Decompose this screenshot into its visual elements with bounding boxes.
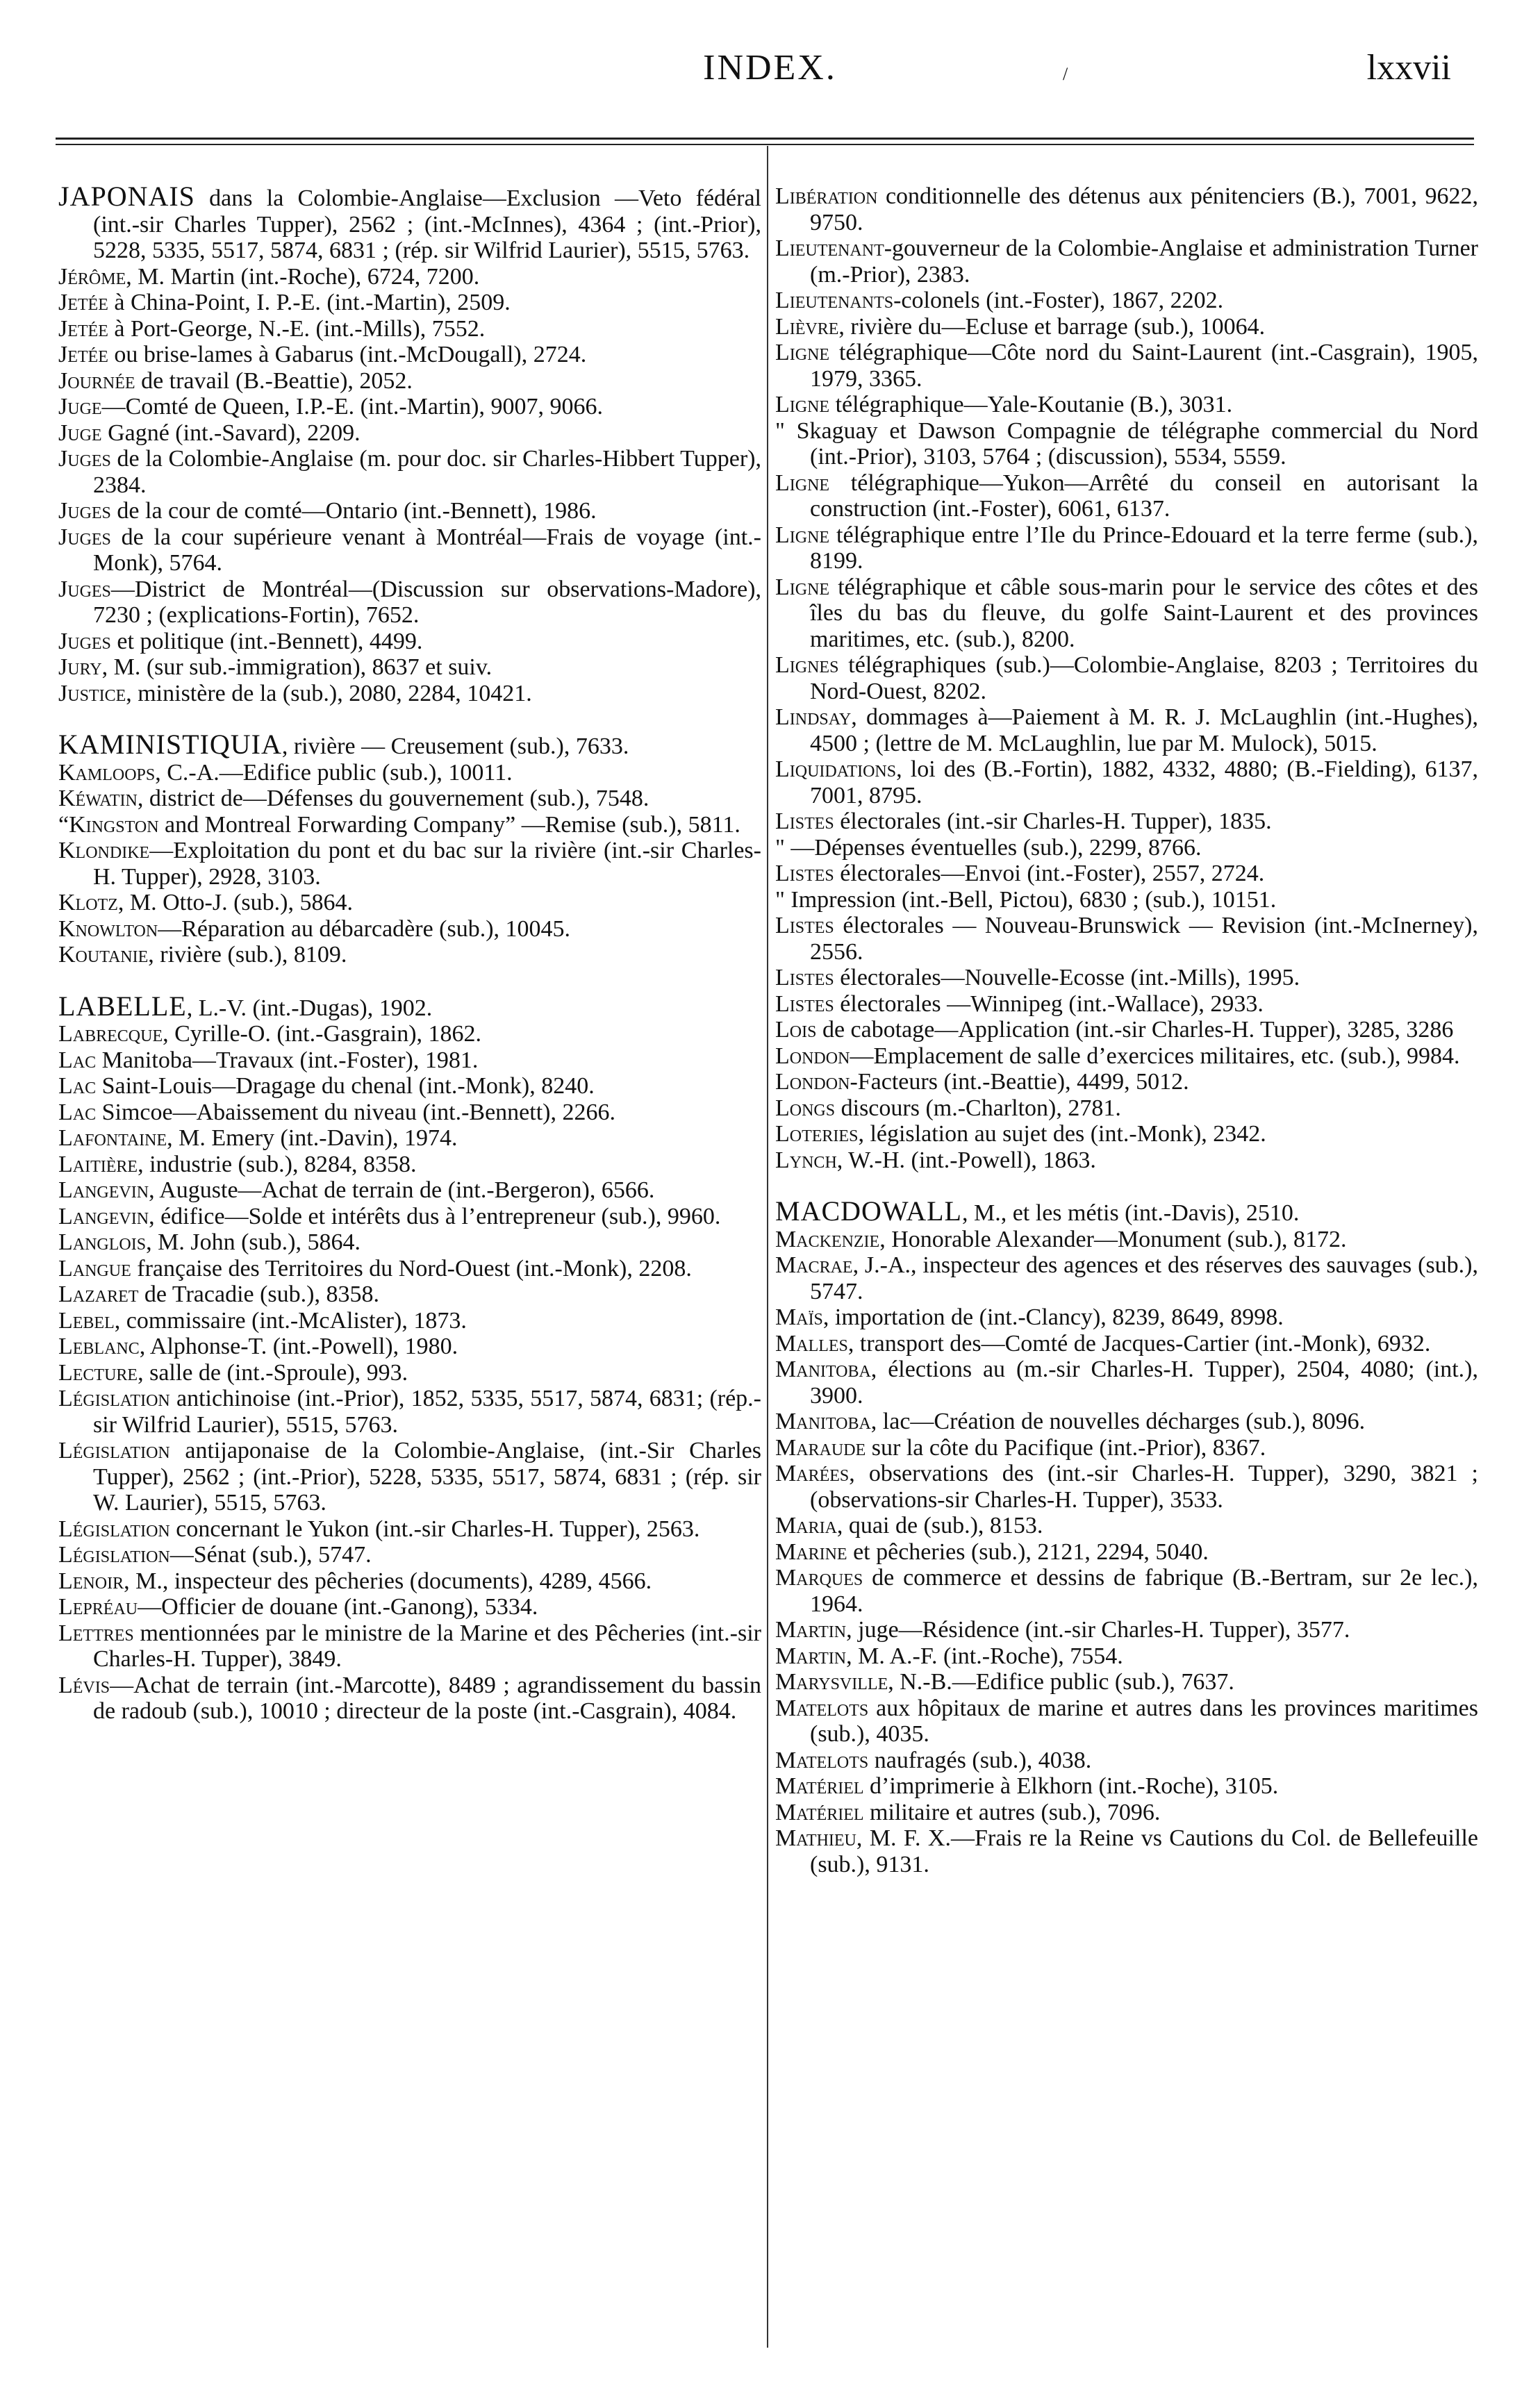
index-entry-heading: Martin [775,1617,847,1643]
index-entry-text: , transport des—Comté de Jacques-Cartier (int.-Monk), 6932. [847,1330,1431,1357]
index-entry-heading: Langue [58,1255,131,1281]
index-entry-heading: Listes [775,990,834,1017]
index-entry-text: dans la Colombie-Anglaise—Exclusion —Veto fédéral (int.-sir Charles Tupper), 2562 ; (int.-McInnes), 4364 ; (int.-Prior), 5228, 5335, 5517, 5874, 6831 ; (rép. sir Wilfrid Laurier), 5515, 5763. [93,185,761,263]
index-entry [58,1100,761,1126]
index-entry-heading: Lac [58,1047,97,1073]
stray-mark: / [1063,64,1068,84]
index-entry [58,1281,761,1308]
index-entry [58,1152,761,1178]
index-entry-heading: Jetée [58,290,108,315]
index-entry-heading: Manitoba [775,1409,871,1434]
index-entry [775,1043,1478,1070]
index-entry-heading: Juges [58,576,111,602]
index-entry-heading: Législation [58,1438,170,1463]
index-entry [775,808,1478,835]
index-entry-heading: Matériel [775,1773,864,1799]
index-entry [58,1334,761,1360]
index-entry-text: -colonels (int.-Foster), 1867, 2202. [893,288,1224,313]
index-entry-text: , M., et les métis (int.-Davis), 2510. [961,1200,1300,1226]
index-entry [58,420,761,447]
index-entry [775,574,1478,653]
index-entry [775,418,1478,470]
index-entry-heading: Laitière [58,1151,138,1177]
index-entry-heading: Lieutenant [775,235,884,261]
index-entry-heading: Marine [775,1538,847,1565]
index-entry [775,1304,1478,1331]
index-entry-text: télégraphique—Côte nord du Saint-Laurent (int.-Casgrain), 1905, 1979, 3365. [810,340,1478,392]
index-entry-heading: Législation [58,1386,170,1411]
index-entry-text: , Cyrille-O. (int.-Gasgrain), 1862. [163,1021,482,1047]
index-entry-heading: Législation [58,1542,170,1568]
index-entry-heading: London [775,1069,850,1095]
index-entry-heading: Lazaret [58,1281,139,1307]
index-entry-text: antijaponaise de la Colombie-Anglaise, (int.-Sir Charles Tupper), 2562 ; (int.-Prior), 5228, 5335, 5517, 5874, 6831 ; (rép. sir W. Laurier), 5515, 5763. [93,1438,761,1516]
header-rule [56,138,1474,140]
index-entry-text: —District de Montréal—(Discussion sur observations-Madore), 7230 ; (explications-Fortin), 7652. [93,576,761,628]
index-entry-text: à China-Point, I. P.-E. (int.-Martin), 2509. [108,290,511,315]
index-entry-heading: Matelots [775,1695,869,1721]
index-entry [58,446,761,498]
index-entry-heading: Matelots [775,1747,869,1773]
index-entry [58,290,761,316]
index-entry-heading: LABELLE [58,990,187,1022]
index-entry-text: -Facteurs (int.-Beattie), 4499, 5012. [850,1069,1189,1095]
index-entry [775,1748,1478,1774]
index-entry-heading: Koutanie [58,942,149,968]
index-entry-heading: Lieutenants [775,288,894,313]
index-entry-text: de la Colombie-Anglaise (m. pour doc. sir Charles-Hibbert Tupper), 2384. [93,446,761,498]
index-entry-text: télégraphique—Yale-Koutanie (B.), 3031. [829,392,1233,417]
index-entry-heading: Ligne [775,470,830,496]
index-entry-heading: Jetée [58,315,108,342]
index-entry-text: conditionnelle des détenus aux pénitenciers (B.), 7001, 9622, 9750. [810,183,1478,235]
index-entry-heading: Lenoir [58,1568,124,1594]
index-entry [775,704,1478,756]
index-entry [58,498,761,524]
index-entry-text: , M. F. X.—Frais re la Reine vs Cautions du Col. de Bellefeuille (sub.), 9131. [810,1825,1478,1877]
index-entry [775,392,1478,418]
index-entry-text: de Tracadie (sub.), 8358. [138,1281,379,1307]
index-entry-heading: Kamloops [58,759,156,786]
index-entry [775,1069,1478,1095]
index-entry-text: , lac—Création de nouvelles décharges (sub.), 8096. [870,1409,1366,1434]
index-entry-heading: Maria [775,1513,837,1538]
index-entry-heading: Mackenzie [775,1226,880,1252]
index-entry-text: antichinoise (int.-Prior), 1852, 5335, 5517, 5874, 6831; (rép.-sir Wilfrid Laurier), 5515, 5763. [93,1386,761,1438]
index-entry [58,1308,761,1334]
column-divider [767,146,768,2348]
index-entry-heading: Listes [775,913,834,938]
index-entry-heading: Jetée [58,342,108,367]
index-entry-text: , loi des (B.-Fortin), 1882, 4332, 4880; (B.-Fielding), 6137, 7001, 8795. [810,756,1478,808]
index-entry [58,1360,761,1386]
index-entry [775,340,1478,392]
index-entry-text: , M. Martin (int.-Roche), 6724, 7200. [126,263,480,290]
index-entry-text: électorales—Envoi (int.-Foster), 2557, 2724. [834,861,1265,886]
index-entry-heading: Klotz [58,890,118,915]
index-entry-heading: Lignes [775,652,839,678]
index-entry-text: and Montreal Forwarding Company” —Remise (sub.), 5811. [158,811,740,838]
index-entry [775,1695,1478,1748]
index-entry [775,235,1478,288]
index-entry [58,629,761,655]
index-entry-heading: JAPONAIS [58,181,195,212]
index-entry [58,990,761,1022]
right-column [775,183,1478,1877]
index-entry [58,1386,761,1438]
index-entry-heading: Listes [775,965,834,990]
index-entry [775,835,1478,861]
index-entry-heading: KAMINISTIQUIA [58,729,282,760]
index-entry-heading: Langevin [58,1203,149,1229]
index-entry-heading: London [775,1043,850,1069]
index-entry [775,1539,1478,1566]
index-entry [775,288,1478,314]
index-entry [58,812,761,838]
index-entry [58,1673,761,1725]
index-entry-heading: Maraude [775,1434,866,1461]
index-entry [775,756,1478,808]
index-entry-text: électorales —Winnipeg (int.-Wallace), 2933. [834,990,1264,1017]
index-entry [775,522,1478,574]
index-entry [58,838,761,890]
index-entry-text: —Dépenses éventuelles (sub.), 2299, 8766. [784,834,1202,861]
index-entry-heading: Lac [58,1099,97,1125]
index-entry-heading: Lièvre [775,313,839,340]
index-entry [775,1669,1478,1695]
index-entry-heading: " [775,886,785,913]
index-entry-heading: Juge [58,420,102,446]
index-entry [58,1073,761,1100]
index-entry-heading: Malles [775,1330,848,1357]
index-entry-heading: Mathieu [775,1825,856,1851]
index-entry-text: électorales (int.-sir Charles-H. Tupper), 1835. [834,808,1272,834]
index-entry-text: électorales—Nouvelle-Ecosse (int.-Mills), 1995. [834,965,1300,990]
index-entry-heading: Journée [58,367,135,394]
index-entry-text: , M., inspecteur des pêcheries (documents), 4289, 4566. [124,1568,652,1594]
index-entry [58,342,761,368]
index-entry-heading: Marysville [775,1669,888,1695]
index-entry-heading: Jérôme [58,263,126,290]
index-entry-heading: Maïs [775,1304,823,1330]
index-entry-heading: Lynch [775,1147,837,1173]
index-entry-heading: Labrecque [58,1021,163,1047]
index-entry-text: —Exploitation du pont et du bac sur la rivière (int.-sir Charles-H. Tupper), 2928, 3103. [93,838,761,890]
index-entry [58,524,761,576]
index-entry-text: militaire et autres (sub.), 7096. [863,1799,1161,1825]
index-entry-heading: Lebel [58,1307,115,1334]
index-entry [58,681,761,707]
index-entry [775,991,1478,1018]
index-entry-heading: Juges [58,446,111,472]
index-entry-heading: Leblanc [58,1334,140,1359]
index-entry-text: télégraphique entre l’Ile du Prince-Edouard et la terre ferme (sub.), 8199. [810,522,1478,574]
index-entry-text: télégraphique—Yukon—Arrêté du conseil en autorisant la construction (int.-Foster), 6061, 6137. [810,470,1478,522]
index-entry [775,652,1478,704]
index-entry-text: mentionnées par le ministre de la Marine et des Pêcheries (int.-sir Charles-H. Tupper), 3849. [93,1620,761,1672]
index-entry-heading: Listes [775,861,834,886]
index-entry-heading: Klondike [58,838,150,863]
index-entry-text: Gagné (int.-Savard), 2209. [101,420,361,446]
index-entry [775,1121,1478,1147]
index-entry [58,1125,761,1152]
index-entry-text: télégraphique et câble sous-marin pour le service des côtes et des îles du bas du fleuve, du golfe Saint-Laurent et des provinces maritimes, etc. (sub.), 8200. [810,574,1478,652]
index-entry-text: concernant le Yukon (int.-sir Charles-H. Tupper), 2563. [169,1516,700,1542]
index-entry-heading: Lafontaine [58,1125,167,1151]
index-entry [775,314,1478,340]
index-entry-heading: Listes [775,808,834,834]
page-title: INDEX. [703,48,837,88]
index-entry [58,786,761,812]
index-entry-text: à Port-George, N.-E. (int.-Mills), 7552. [108,315,486,342]
index-entry [775,1435,1478,1461]
index-entry-text: , législation au sujet des (int.-Monk), 2342. [858,1121,1266,1147]
index-entry [775,1147,1478,1174]
index-entry-text: , salle de (int.-Sproule), 993. [138,1359,408,1386]
index-entry [775,965,1478,991]
index-entry-text: , L.-V. (int.-Dugas), 1902. [186,995,433,1021]
index-entry-text: et politique (int.-Bennett), 4499. [110,628,423,654]
page-number: lxxvii [1366,48,1451,88]
index-entry [58,731,761,760]
index-entry-heading: Ligne [775,574,830,600]
index-entry [775,183,1478,235]
index-entry [58,1438,761,1516]
index-entry [775,1513,1478,1539]
index-entry [58,1229,761,1256]
index-entry-heading: Lecture [58,1359,138,1386]
index-entry [58,1177,761,1204]
index-entry-heading: Lévis [58,1672,110,1698]
left-column [58,183,761,1725]
index-entry-heading: Martin [775,1643,847,1669]
index-entry-text: , rivière (sub.), 8109. [148,942,347,968]
index-entry [775,470,1478,522]
index-entry [775,1357,1478,1409]
index-entry-text: , district de—Défenses du gouvernement (sub.), 7548. [137,786,649,811]
header-rule-secondary [56,144,1474,145]
index-entry [58,264,761,290]
index-entry-text: de travail (B.-Beattie), 2052. [135,367,413,394]
index-entry [775,1195,1478,1227]
index-entry-heading: Juge [58,394,102,420]
index-entry-text: , Alphonse-T. (int.-Powell), 1980. [139,1334,458,1359]
index-entry [58,1204,761,1230]
index-entry-text: , édifice—Solde et intérêts dus à l’entrepreneur (sub.), 9960. [149,1203,721,1229]
index-entry-text: sur la côte du Pacifique (int.-Prior), 8367. [866,1434,1266,1461]
index-entry [58,1256,761,1282]
index-entry-text: -gouverneur de la Colombie-Anglaise et administration Turner (m.-Prior), 2383. [810,235,1478,288]
index-entry [775,1565,1478,1617]
index-entry-text: —Réparation au débarcadère (sub.), 10045. [158,915,571,942]
index-entry [58,394,761,420]
index-entry-text: , observations des (int.-sir Charles-H. Tupper), 3290, 3821 ; (observations-sir Charles-H. Tupper), 3533. [810,1461,1478,1513]
index-entry [775,1800,1478,1826]
index-entry-text: ou brise-lames à Gabarus (int.-McDougall), 2724. [108,342,587,367]
index-entry [775,1409,1478,1435]
index-entry-text: —Achat de terrain (int.-Marcotte), 8489 ; agrandissement du bassin de radoub (sub.), 10010 ; directeur de la poste (int.-Casgrain), 4084. [93,1672,761,1724]
index-entry [775,913,1478,965]
index-entry-heading: Langlois [58,1229,147,1255]
index-entry [58,1542,761,1568]
index-entry [775,1331,1478,1357]
index-entry-heading: Ligne [775,522,830,548]
index-entry-text: , J.-A., inspecteur des agences et des réserves des sauvages (sub.), 5747. [810,1252,1478,1304]
index-entry-text: , importation de (int.-Clancy), 8239, 8649, 8998. [822,1304,1284,1330]
index-entry-text: de cabotage—Application (int.-sir Charles-H. Tupper), 3285, 3286 [816,1017,1454,1043]
index-entry-text: Simcoe—Abaissement du niveau (int.-Bennett), 2266. [96,1099,615,1125]
index-entry-text: , N.-B.—Edifice public (sub.), 7637. [888,1669,1234,1695]
index-entry-heading: Langevin [58,1177,149,1203]
index-entry-text: aux hôpitaux de marine et autres dans les provinces maritimes (sub.), 4035. [810,1695,1478,1747]
index-entry [775,1773,1478,1800]
index-entry-heading: Jury [58,654,102,680]
index-entry-heading: Justice [58,680,126,706]
index-entry-text: , quai de (sub.), 8153. [836,1513,1043,1538]
index-entry-heading: Lepréau [58,1594,138,1620]
index-entry-heading: Libération [775,183,878,209]
index-entry [775,1461,1478,1513]
index-entry-heading: Longs [775,1095,836,1121]
index-entry-text: , industrie (sub.), 8284, 8358. [138,1151,417,1177]
index-entry-text: , M. (sur sub.-immigration), 8637 et suiv. [101,654,492,680]
index-entry [58,654,761,681]
index-entry-text: , M. John (sub.), 5864. [146,1229,361,1255]
index-entry-heading: MACDOWALL [775,1195,962,1227]
index-entry [775,1095,1478,1122]
index-entry-heading: Liquidations [775,756,897,782]
index-entry-text: —Sénat (sub.), 5747. [169,1542,372,1568]
index-entry-heading: Knowlton [58,915,158,942]
index-entry-heading: Législation [58,1516,170,1542]
index-entry-text: , rivière du—Ecluse et barrage (sub.), 10064. [838,313,1266,340]
index-entry-text: , élections au (m.-sir Charles-H. Tupper), 2504, 4080; (int.), 3900. [810,1357,1478,1409]
index-entry-text: —Officier de douane (int.-Ganong), 5334. [138,1594,538,1620]
index-entry-heading: Ligne [775,340,830,365]
index-entry [58,368,761,395]
index-entry-text: discours (m.-Charlton), 2781. [835,1095,1121,1121]
index-entry-heading: Matériel [775,1799,864,1825]
index-entry-heading: Lac [58,1073,97,1099]
index-entry-heading: Macrae [775,1252,853,1278]
index-entry [58,1047,761,1074]
index-entry-heading: Marques [775,1565,863,1591]
index-entry-text: , M. A.-F. (int.-Roche), 7554. [846,1643,1123,1669]
index-entry-text: télégraphiques (sub.)—Colombie-Anglaise, 8203 ; Territoires du Nord-Ouest, 8202. [810,652,1478,704]
index-entry-heading: “Kingston [58,811,159,838]
index-entry [775,1017,1478,1043]
index-entry-heading: " [775,834,785,861]
index-entry-heading: Juges [58,628,111,654]
index-entry [58,916,761,943]
index-entry-text: —Comté de Queen, I.P.-E. (int.-Martin), 9007, 9066. [101,394,603,420]
index-entry-heading: Juges [58,498,111,524]
index-entry-text: de commerce et dessins de fabrique (B.-Bertram, sur 2e lec.), 1964. [810,1565,1478,1617]
index-entry-heading: Kéwatin [58,786,138,811]
index-entry-heading: Ligne [775,392,830,417]
index-entry [58,890,761,916]
index-entry [775,1825,1478,1877]
index-entry-text: , M. Emery (int.-Davin), 1974. [167,1125,458,1151]
index-entry-text: , rivière — Creusement (sub.), 7633. [281,733,629,759]
index-entry [775,887,1478,913]
index-entry-text: , juge—Résidence (int.-sir Charles-H. Tupper), 3577. [846,1617,1350,1643]
index-entry-text: d’imprimerie à Elkhorn (int.-Roche), 3105. [863,1773,1279,1799]
index-entry-text: électorales — Nouveau-Brunswick — Revision (int.-McInerney), 2556. [810,913,1478,965]
index-entry [58,1516,761,1543]
index-entry-text: —Emplacement de salle d’exercices militaires, etc. (sub.), 9984. [850,1043,1460,1069]
index-entry-text: de la cour de comté—Ontario (int.-Bennett), 1986. [110,498,597,524]
index-entry [58,1568,761,1595]
index-entry-text: , M. Otto-J. (sub.), 5864. [117,890,353,915]
index-entry [58,760,761,786]
index-entry-text: , ministère de la (sub.), 2080, 2284, 10421. [126,680,532,706]
index-entry-text: Saint-Louis—Dragage du chenal (int.-Monk), 8240. [96,1073,595,1099]
index-entry [775,1617,1478,1643]
index-entry-text: Skaguay et Dawson Compagnie de télégraphe commercial du Nord (int.-Prior), 3103, 5764 ; (discussion), 5534, 5559. [784,417,1478,470]
index-entry [775,861,1478,887]
index-entry [775,1227,1478,1253]
index-entry [58,316,761,342]
index-entry-text: , W.-H. (int.-Powell), 1863. [836,1147,1096,1173]
index-entry-text: , commissaire (int.-McAlister), 1873. [114,1307,467,1334]
index-entry [58,1594,761,1620]
index-entry-heading: " [775,417,785,444]
index-entry-heading: Marées [775,1461,850,1486]
index-entry [58,1620,761,1673]
index-entry-text: , Auguste—Achat de terrain de (int.-Bergeron), 6566. [149,1177,655,1203]
index-entry-text: , Honorable Alexander—Monument (sub.), 8172. [879,1226,1347,1252]
index-entry [775,1252,1478,1304]
index-entry-heading: Manitoba [775,1357,871,1382]
index-entry-heading: Lindsay [775,704,852,730]
index-entry [58,1021,761,1047]
index-entry-text: , dommages à—Paiement à M. R. J. McLaughlin (int.-Hughes), 4500 ; (lettre de M. McLaughlin, lue par M. Mulock), 5015. [810,704,1478,756]
index-entry-text: et pêcheries (sub.), 2121, 2294, 5040. [847,1538,1209,1565]
index-entry-heading: Loteries [775,1121,859,1147]
index-entry-heading: Lois [775,1017,817,1043]
index-entry [58,576,761,629]
index-entry-text: Manitoba—Travaux (int.-Foster), 1981. [96,1047,479,1073]
index-entry-heading: Juges [58,524,111,550]
index-entry-text: française des Territoires du Nord-Ouest (int.-Monk), 2208. [131,1255,692,1281]
index-entry [58,183,761,264]
index-entry-text: naufragés (sub.), 4038. [868,1747,1092,1773]
index-entry [58,942,761,968]
index-entry [775,1643,1478,1670]
index-entry-heading: Lettres [58,1620,134,1646]
index-entry-text: Impression (int.-Bell, Pictou), 6830 ; (sub.), 10151. [784,886,1277,913]
index-entry-text: de la cour supérieure venant à Montréal—Frais de voyage (int.-Monk), 5764. [93,524,761,576]
index-entry-text: , C.-A.—Edifice public (sub.), 10011. [155,759,513,786]
